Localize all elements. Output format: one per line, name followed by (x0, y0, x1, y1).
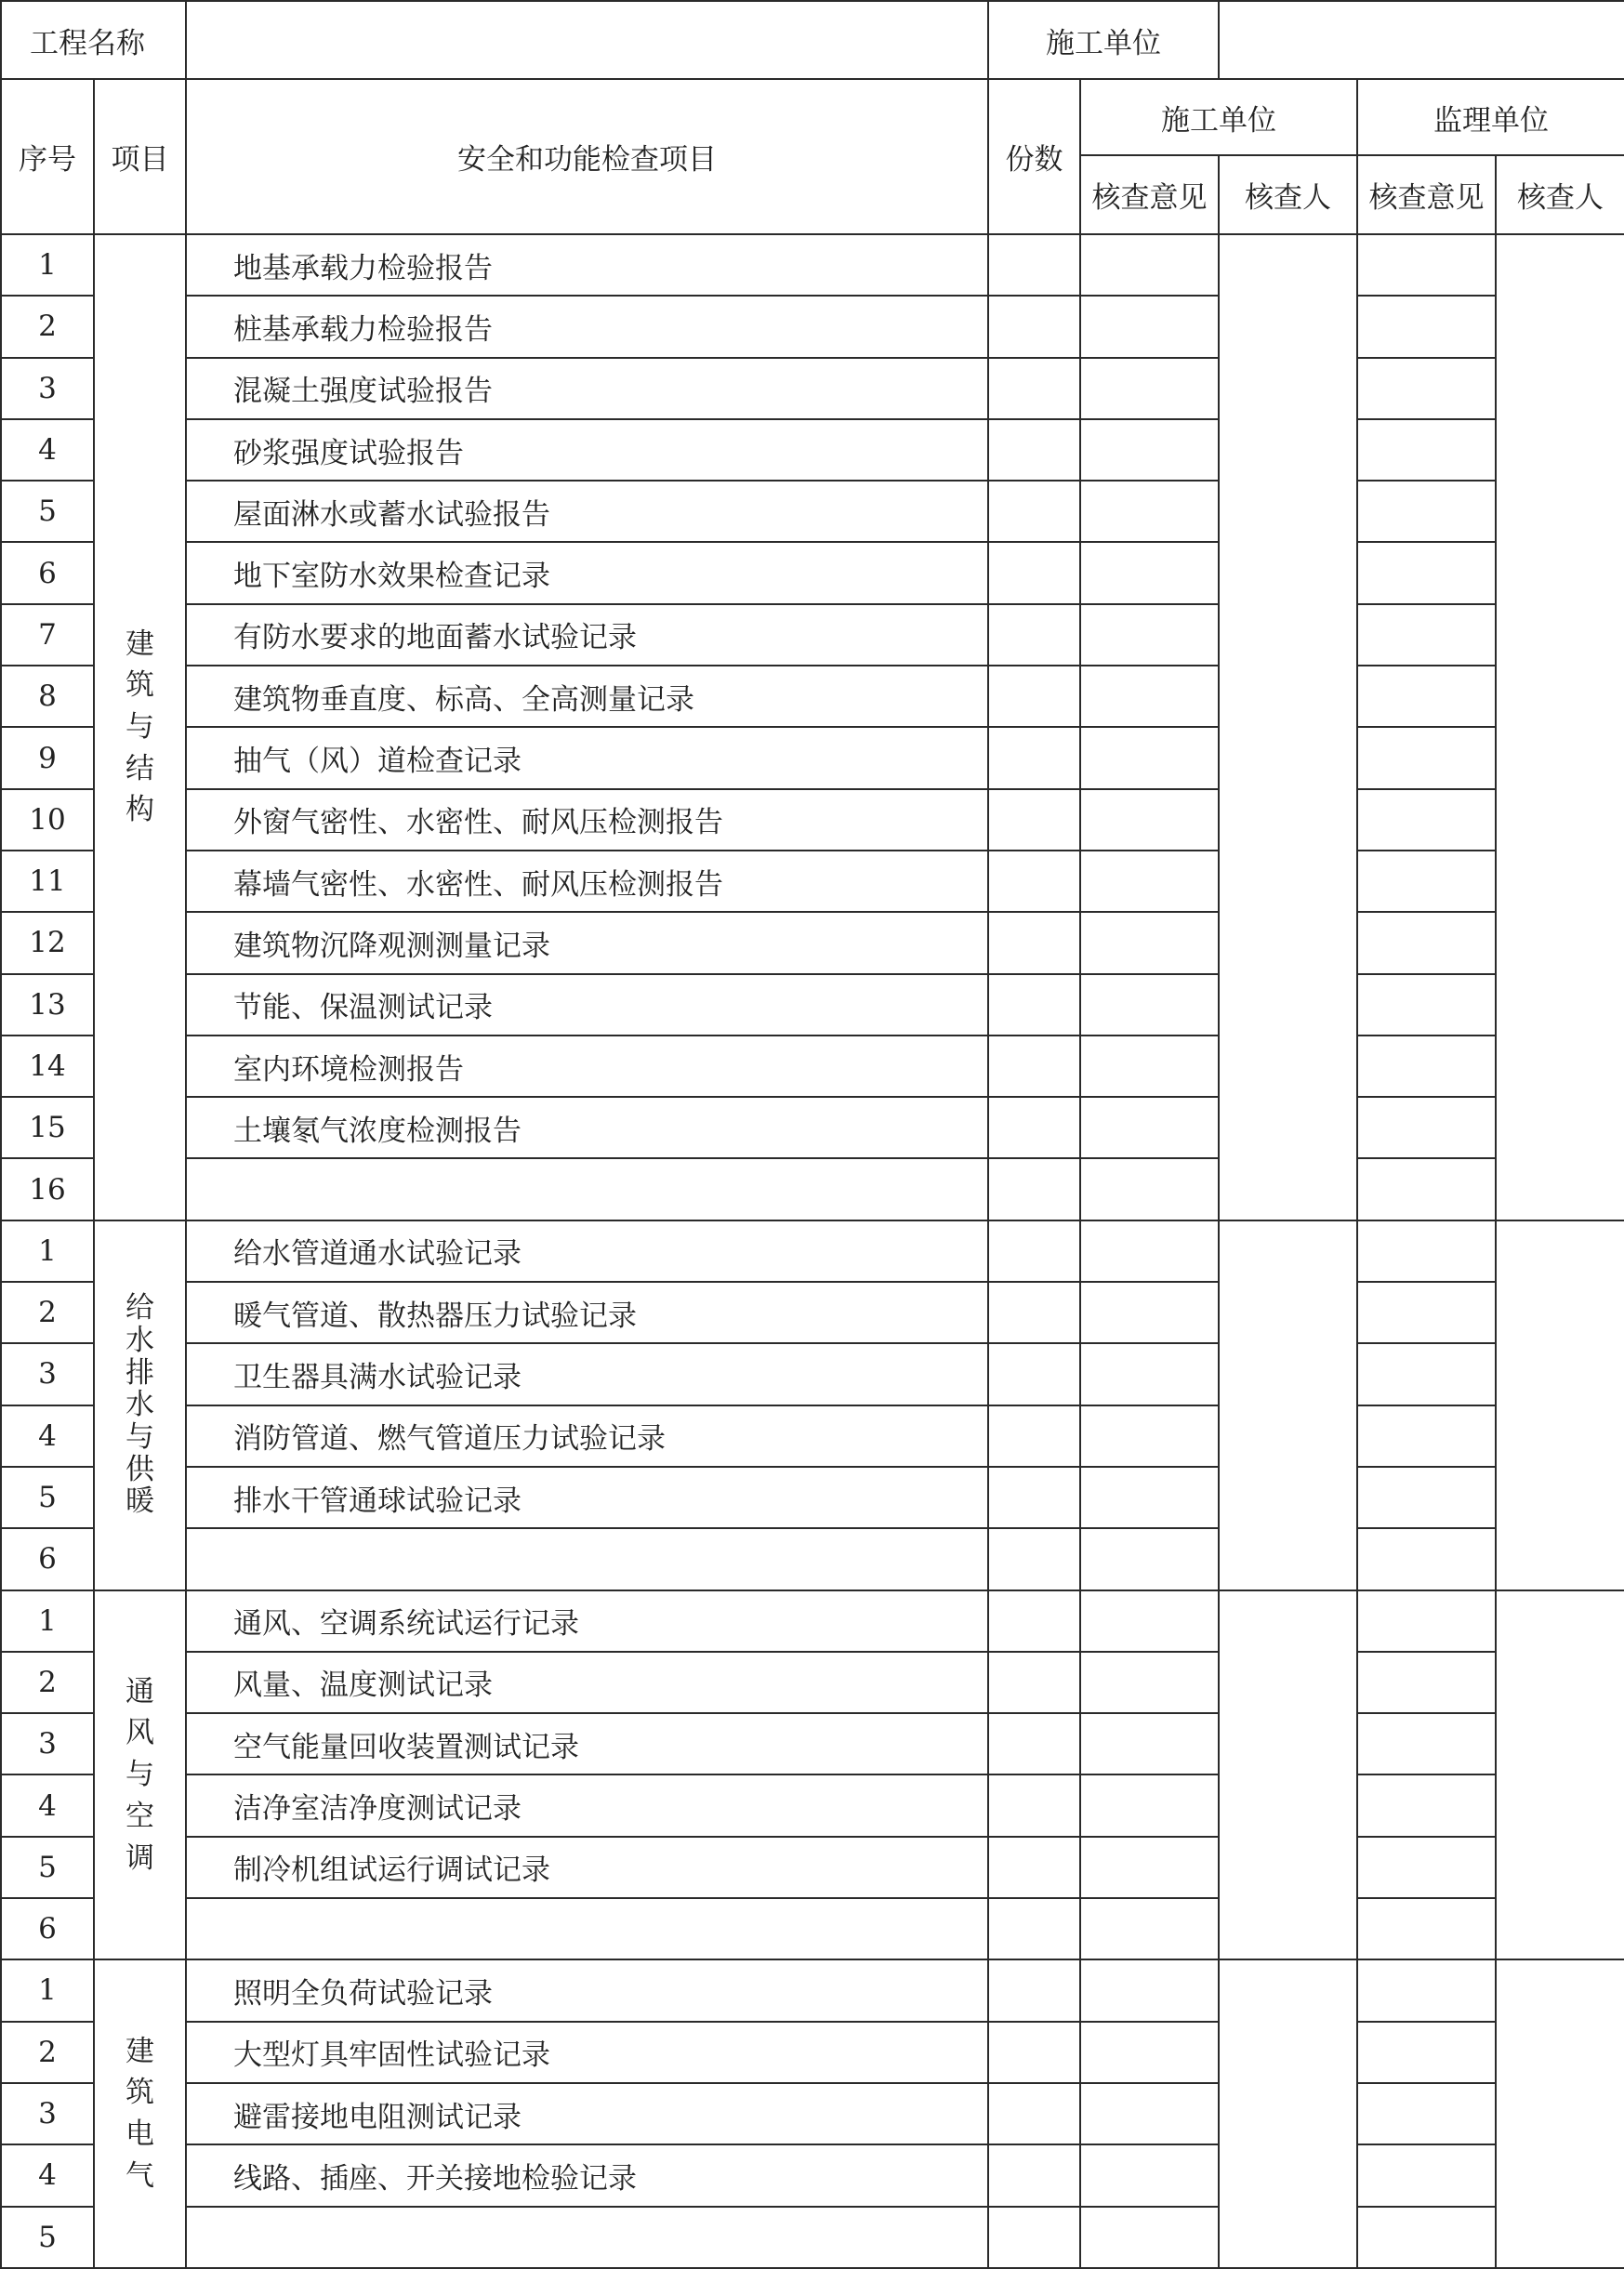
category-char: 电 (125, 2117, 154, 2152)
supervisor-opinion-cell[interactable] (1357, 1036, 1496, 1097)
check-item-cell (186, 1898, 988, 1959)
seq-cell: 14 (1, 1036, 94, 1097)
check-item-cell: 外窗气密性、水密性、耐风压检测报告 (186, 789, 988, 851)
col-category-header: 项目 (94, 79, 186, 234)
table-row (1, 1528, 1624, 1590)
supervisor-opinion-cell[interactable] (1357, 234, 1496, 296)
contractor-opinion-cell[interactable] (1080, 1590, 1219, 1652)
check-item-cell: 建筑物垂直度、标高、全高测量记录 (186, 666, 988, 727)
table-row (1, 419, 1624, 481)
supervisor-opinion-cell[interactable] (1357, 666, 1496, 727)
table-row (1, 1713, 1624, 1774)
check-item-cell: 排水干管通球试验记录 (186, 1467, 988, 1528)
check-item-cell: 制冷机组试运行调试记录 (186, 1837, 988, 1898)
contractor-label: 施工单位 (988, 1, 1219, 79)
supervisor-opinion-cell[interactable] (1357, 1467, 1496, 1528)
copies-cell[interactable] (988, 1652, 1080, 1713)
seq-cell: 6 (1, 1528, 94, 1590)
seq-cell: 4 (1, 2144, 94, 2206)
supervisor-opinion-cell[interactable] (1357, 1158, 1496, 1220)
copies-cell[interactable] (988, 1405, 1080, 1467)
supervisor-opinion-cell[interactable] (1357, 1774, 1496, 1836)
table-row (1, 1774, 1624, 1836)
copies-cell[interactable] (988, 2022, 1080, 2083)
check-item-cell: 风量、温度测试记录 (186, 1652, 988, 1713)
seq-cell: 4 (1, 1405, 94, 1467)
contractor-opinion-cell[interactable] (1080, 1343, 1219, 1405)
table-row (1, 974, 1624, 1036)
table-row (1, 912, 1624, 973)
category-char: 建 (125, 2034, 154, 2068)
supervisor-opinion-cell[interactable] (1357, 1282, 1496, 1343)
category-char: 气 (125, 2158, 154, 2193)
supervisor-opinion-cell[interactable] (1357, 1097, 1496, 1158)
supervisor-opinion-cell[interactable] (1357, 1590, 1496, 1652)
check-item-cell: 地基承载力检验报告 (186, 234, 988, 296)
contractor-opinion-cell[interactable] (1080, 1959, 1219, 2021)
contractor-opinion-cell[interactable] (1080, 1774, 1219, 1836)
copies-cell[interactable] (988, 1774, 1080, 1836)
check-item-cell: 空气能量回收装置测试记录 (186, 1713, 988, 1774)
check-item-cell: 屋面淋水或蓄水试验报告 (186, 481, 988, 542)
col-supervisor-opinion-header: 核查意见 (1357, 155, 1496, 234)
copies-cell[interactable] (988, 1282, 1080, 1343)
seq-cell: 3 (1, 1713, 94, 1774)
category-char: 给 (125, 1291, 154, 1326)
check-item-cell: 给水管道通水试验记录 (186, 1220, 988, 1282)
copies-cell[interactable] (988, 2083, 1080, 2144)
supervisor-opinion-cell[interactable] (1357, 2207, 1496, 2268)
category-char: 筑 (125, 2076, 154, 2110)
table-row (1, 1405, 1624, 1467)
copies-cell[interactable] (988, 1713, 1080, 1774)
table-row (1, 542, 1624, 603)
category-char: 水 (125, 1388, 154, 1422)
table-row (1, 296, 1624, 357)
copies-cell[interactable] (988, 666, 1080, 727)
col-contractor-checker-header: 核查人 (1219, 155, 1357, 234)
table-row (1, 1343, 1624, 1405)
seq-cell: 6 (1, 1898, 94, 1959)
supervisor-opinion-cell[interactable] (1357, 1652, 1496, 1713)
check-item-cell: 节能、保温测试记录 (186, 974, 988, 1036)
check-item-cell: 有防水要求的地面蓄水试验记录 (186, 604, 988, 666)
table-row (1, 666, 1624, 727)
table-row (1, 1837, 1624, 1898)
contractor-opinion-cell[interactable] (1080, 419, 1219, 481)
copies-cell[interactable] (988, 1158, 1080, 1220)
seq-cell: 5 (1, 2207, 94, 2268)
supervisor-opinion-cell[interactable] (1357, 1959, 1496, 2021)
copies-cell[interactable] (988, 974, 1080, 1036)
col-supervisor-checker-header: 核查人 (1496, 155, 1624, 234)
table-row (1, 1898, 1624, 1959)
contractor-opinion-cell[interactable] (1080, 1837, 1219, 1898)
category-char: 与 (125, 1758, 154, 1792)
seq-cell: 13 (1, 974, 94, 1036)
copies-cell[interactable] (988, 1590, 1080, 1652)
supervisor-checker-cell[interactable] (1496, 1220, 1624, 1590)
check-item-cell: 线路、插座、开关接地检验记录 (186, 2144, 988, 2206)
category-cell (94, 1959, 186, 2267)
check-item-cell: 砂浆强度试验报告 (186, 419, 988, 481)
table-row (1, 1467, 1624, 1528)
copies-cell[interactable] (988, 1837, 1080, 1898)
check-item-cell: 暖气管道、散热器压力试验记录 (186, 1282, 988, 1343)
contractor-opinion-cell[interactable] (1080, 789, 1219, 851)
contractor-opinion-cell[interactable] (1080, 1220, 1219, 1282)
supervisor-opinion-cell[interactable] (1357, 1713, 1496, 1774)
contractor-opinion-cell[interactable] (1080, 1036, 1219, 1097)
category-cell (94, 1220, 186, 1590)
seq-cell: 7 (1, 604, 94, 666)
seq-cell: 1 (1, 1959, 94, 2021)
contractor-opinion-cell[interactable] (1080, 727, 1219, 788)
category-cell (94, 234, 186, 1220)
seq-cell: 1 (1, 1220, 94, 1282)
col-seq-header: 序号 (1, 79, 94, 234)
copies-cell[interactable] (988, 1097, 1080, 1158)
project-name-field[interactable] (186, 1, 988, 79)
seq-cell: 2 (1, 296, 94, 357)
contractor-opinion-cell[interactable] (1080, 1282, 1219, 1343)
supervisor-opinion-cell[interactable] (1357, 1528, 1496, 1590)
category-char: 建 (125, 627, 154, 661)
check-item-cell: 洁净室洁净度测试记录 (186, 1774, 988, 1836)
seq-cell: 9 (1, 727, 94, 788)
check-item-cell: 室内环境检测报告 (186, 1036, 988, 1097)
contractor-opinion-cell[interactable] (1080, 1713, 1219, 1774)
supervisor-opinion-cell[interactable] (1357, 419, 1496, 481)
table-row (1, 234, 1624, 296)
seq-cell: 12 (1, 912, 94, 973)
check-item-cell: 抽气（风）道检查记录 (186, 727, 988, 788)
table-row (1, 2022, 1624, 2083)
contractor-opinion-cell[interactable] (1080, 666, 1219, 727)
check-item-cell (186, 1158, 988, 1220)
contractor-checker-cell[interactable] (1219, 1220, 1357, 1590)
check-item-cell: 桩基承载力检验报告 (186, 296, 988, 357)
contractor-opinion-cell[interactable] (1080, 542, 1219, 603)
category-char: 供 (125, 1452, 154, 1486)
supervisor-opinion-cell[interactable] (1357, 1343, 1496, 1405)
contractor-field[interactable] (1219, 1, 1624, 79)
category-char: 结 (125, 751, 154, 785)
seq-cell: 15 (1, 1097, 94, 1158)
seq-cell: 16 (1, 1158, 94, 1220)
check-item-cell (186, 1528, 988, 1590)
check-item-cell (186, 2207, 988, 2268)
contractor-opinion-cell[interactable] (1080, 851, 1219, 912)
seq-cell: 5 (1, 1837, 94, 1898)
supervisor-opinion-cell[interactable] (1357, 851, 1496, 912)
supervisor-opinion-cell[interactable] (1357, 2144, 1496, 2206)
supervisor-opinion-cell[interactable] (1357, 542, 1496, 603)
table-row (1, 1097, 1624, 1158)
contractor-opinion-cell[interactable] (1080, 481, 1219, 542)
seq-cell: 10 (1, 789, 94, 851)
contractor-opinion-cell[interactable] (1080, 1405, 1219, 1467)
table-row (1, 604, 1624, 666)
category-char: 与 (125, 1420, 154, 1454)
col-check-item-header: 安全和功能检查项目 (186, 79, 988, 234)
copies-cell[interactable] (988, 1959, 1080, 2021)
table-row (1, 2144, 1624, 2206)
contractor-opinion-cell[interactable] (1080, 1097, 1219, 1158)
supervisor-opinion-cell[interactable] (1357, 2083, 1496, 2144)
check-item-cell: 通风、空调系统试运行记录 (186, 1590, 988, 1652)
copies-cell[interactable] (988, 1036, 1080, 1097)
table-row (1, 1959, 1624, 2021)
supervisor-opinion-cell[interactable] (1357, 974, 1496, 1036)
table-row (1, 1590, 1624, 1652)
copies-cell[interactable] (988, 1528, 1080, 1590)
check-item-cell: 混凝土强度试验报告 (186, 358, 988, 419)
contractor-opinion-cell[interactable] (1080, 2144, 1219, 2206)
copies-cell[interactable] (988, 1898, 1080, 1959)
copies-cell[interactable] (988, 851, 1080, 912)
project-name-label: 工程名称 (1, 1, 186, 79)
check-item-cell: 避雷接地电阻测试记录 (186, 2083, 988, 2144)
contractor-opinion-cell[interactable] (1080, 2083, 1219, 2144)
category-char: 空 (125, 1799, 154, 1833)
copies-cell[interactable] (988, 419, 1080, 481)
supervisor-opinion-cell[interactable] (1357, 358, 1496, 419)
table-row (1, 2083, 1624, 2144)
contractor-opinion-cell[interactable] (1080, 974, 1219, 1036)
contractor-opinion-cell[interactable] (1080, 1467, 1219, 1528)
header-row-1 (1, 79, 1624, 155)
contractor-opinion-cell[interactable] (1080, 1652, 1219, 1713)
supervisor-opinion-cell[interactable] (1357, 2022, 1496, 2083)
table-row (1, 1282, 1624, 1343)
contractor-opinion-cell[interactable] (1080, 1898, 1219, 1959)
copies-cell[interactable] (988, 1343, 1080, 1405)
category-char: 风 (125, 1716, 154, 1750)
copies-cell[interactable] (988, 1220, 1080, 1282)
supervisor-opinion-cell[interactable] (1357, 1837, 1496, 1898)
table-row (1, 358, 1624, 419)
col-contractor-opinion-header: 核查意见 (1080, 155, 1219, 234)
copies-cell[interactable] (988, 912, 1080, 973)
seq-cell: 2 (1, 1652, 94, 1713)
copies-cell[interactable] (988, 542, 1080, 603)
table-row (1, 1036, 1624, 1097)
seq-cell: 3 (1, 2083, 94, 2144)
supervisor-checker-cell[interactable] (1496, 234, 1624, 1220)
category-char: 构 (125, 793, 154, 827)
category-char: 筑 (125, 668, 154, 703)
table-row (1, 481, 1624, 542)
seq-cell: 2 (1, 1282, 94, 1343)
check-item-cell: 消防管道、燃气管道压力试验记录 (186, 1405, 988, 1467)
check-item-cell: 地下室防水效果检查记录 (186, 542, 988, 603)
supervisor-checker-cell[interactable] (1496, 1590, 1624, 1960)
supervisor-opinion-cell[interactable] (1357, 481, 1496, 542)
table-row (1, 2207, 1624, 2268)
table-row (1, 1652, 1624, 1713)
table-row (1, 727, 1624, 788)
table-row (1, 851, 1624, 912)
supervisor-opinion-cell[interactable] (1357, 604, 1496, 666)
contractor-checker-cell[interactable] (1219, 1959, 1357, 2267)
category-char: 暖 (125, 1484, 154, 1519)
copies-cell[interactable] (988, 604, 1080, 666)
contractor-opinion-cell[interactable] (1080, 2207, 1219, 2268)
table-row (1, 1158, 1624, 1220)
check-item-cell: 土壤氡气浓度检测报告 (186, 1097, 988, 1158)
check-item-cell: 幕墙气密性、水密性、耐风压检测报告 (186, 851, 988, 912)
contractor-opinion-cell[interactable] (1080, 1158, 1219, 1220)
seq-cell: 11 (1, 851, 94, 912)
copies-cell[interactable] (988, 1467, 1080, 1528)
copies-cell[interactable] (988, 481, 1080, 542)
category-char: 与 (125, 710, 154, 745)
category-char: 调 (125, 1840, 154, 1875)
contractor-checker-cell[interactable] (1219, 234, 1357, 1220)
contractor-opinion-cell[interactable] (1080, 358, 1219, 419)
category-cell (94, 1590, 186, 1960)
contractor-opinion-cell[interactable] (1080, 296, 1219, 357)
copies-cell[interactable] (988, 2207, 1080, 2268)
supervisor-opinion-cell[interactable] (1357, 1220, 1496, 1282)
category-char: 排 (125, 1355, 154, 1390)
table-row (1, 789, 1624, 851)
copies-cell[interactable] (988, 727, 1080, 788)
supervisor-opinion-cell[interactable] (1357, 789, 1496, 851)
category-char: 通 (125, 1674, 154, 1708)
supervisor-opinion-cell[interactable] (1357, 1405, 1496, 1467)
seq-cell: 5 (1, 1467, 94, 1528)
seq-cell: 1 (1, 234, 94, 296)
check-item-cell: 建筑物沉降观测测量记录 (186, 912, 988, 973)
table-row (1, 1220, 1624, 1282)
supervisor-checker-cell[interactable] (1496, 1959, 1624, 2267)
category-char: 水 (125, 1323, 154, 1357)
copies-cell[interactable] (988, 358, 1080, 419)
supervisor-opinion-cell[interactable] (1357, 296, 1496, 357)
contractor-opinion-cell[interactable] (1080, 1528, 1219, 1590)
title-row (1, 1, 1624, 79)
supervisor-opinion-cell[interactable] (1357, 727, 1496, 788)
contractor-opinion-cell[interactable] (1080, 604, 1219, 666)
col-supervisor-group-header: 监理单位 (1357, 79, 1624, 155)
seq-cell: 3 (1, 1343, 94, 1405)
copies-cell[interactable] (988, 789, 1080, 851)
contractor-checker-cell[interactable] (1219, 1590, 1357, 1960)
copies-cell[interactable] (988, 296, 1080, 357)
check-item-cell: 照明全负荷试验记录 (186, 1959, 988, 2021)
seq-cell: 4 (1, 419, 94, 481)
col-copies-header: 份数 (988, 79, 1080, 234)
seq-cell: 3 (1, 358, 94, 419)
copies-cell[interactable] (988, 234, 1080, 296)
contractor-opinion-cell[interactable] (1080, 234, 1219, 296)
supervisor-opinion-cell[interactable] (1357, 912, 1496, 973)
seq-cell: 8 (1, 666, 94, 727)
seq-cell: 5 (1, 481, 94, 542)
seq-cell: 6 (1, 542, 94, 603)
check-item-cell: 大型灯具牢固性试验记录 (186, 2022, 988, 2083)
contractor-opinion-cell[interactable] (1080, 912, 1219, 973)
contractor-opinion-cell[interactable] (1080, 2022, 1219, 2083)
copies-cell[interactable] (988, 2144, 1080, 2206)
supervisor-opinion-cell[interactable] (1357, 1898, 1496, 1959)
seq-cell: 2 (1, 2022, 94, 2083)
check-item-cell: 卫生器具满水试验记录 (186, 1343, 988, 1405)
seq-cell: 4 (1, 1774, 94, 1836)
seq-cell: 1 (1, 1590, 94, 1652)
col-contractor-group-header: 施工单位 (1080, 79, 1357, 155)
